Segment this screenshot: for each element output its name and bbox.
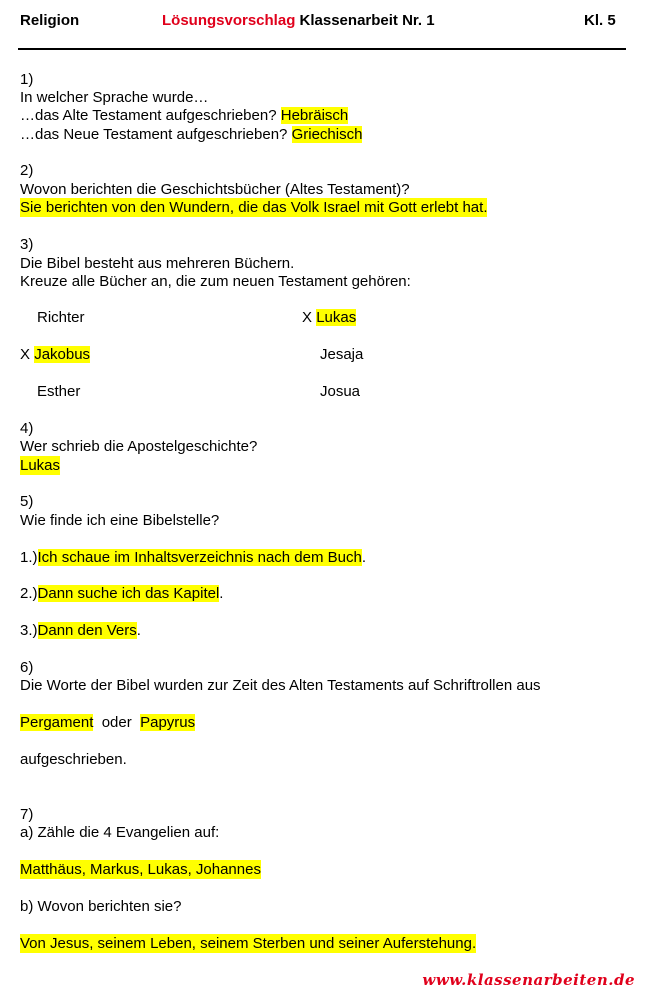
q6-end: aufgeschrieben. <box>20 751 127 768</box>
q2-question: Wovon berichten die Geschichtsbücher (Altes Testament)? <box>20 181 410 198</box>
q3-line2: Kreuze alle Bücher an, die zum neuen Testament gehören: <box>20 273 411 290</box>
book-lukas-checked <box>302 308 356 327</box>
q6-answer-line <box>20 713 195 732</box>
step-answer: Dann den Vers <box>37 622 137 639</box>
q6-oder: oder <box>101 714 132 731</box>
book-richter: Richter <box>37 309 85 326</box>
q5-number: 5) <box>20 493 34 510</box>
q3-number: 3) <box>20 236 34 253</box>
check-mark: X <box>302 309 313 326</box>
step-number: 2.) <box>20 585 38 602</box>
q1-line-new-testament <box>20 125 362 144</box>
footer-website: www.klassenarbeiten.de <box>422 971 635 989</box>
q1-line-old-testament <box>20 106 348 125</box>
q5-question: Wie finde ich eine Bibelstelle? <box>20 512 220 529</box>
q1-line2-text: …das Neue Testament aufgeschrieben? <box>20 126 288 143</box>
header-divider <box>18 48 626 50</box>
check-mark: X <box>20 346 31 363</box>
title-solution-label: Lösungsvorschlag <box>162 12 296 29</box>
q2-number: 2) <box>20 162 34 179</box>
book-jakobus: Jakobus <box>34 346 91 363</box>
q1-number: 1) <box>20 71 34 88</box>
q4-question: Wer schrieb die Apostelgeschichte? <box>20 438 258 455</box>
q6-answer-pergament: Pergament <box>20 714 94 731</box>
q6-answer-papyrus: Papyrus <box>140 714 196 731</box>
q3-line1: Die Bibel besteht aus mehreren Büchern. <box>20 255 295 272</box>
q7a-answer: Matthäus, Markus, Lukas, Johannes <box>20 861 261 878</box>
book-jakobus-checked <box>20 345 90 364</box>
q1-answer-old-testament: Hebräisch <box>280 107 349 124</box>
page-title <box>162 11 435 30</box>
q7b-question: b) Wovon berichten sie? <box>20 898 182 915</box>
q1-line1-text: …das Alte Testament aufgeschrieben? <box>20 107 277 124</box>
q4-answer: Lukas <box>20 457 61 474</box>
q5-step-1 <box>20 548 366 567</box>
step-number: 1.) <box>20 549 38 566</box>
grade-label: Kl. 5 <box>584 12 616 29</box>
q1-answer-new-testament: Griechisch <box>291 126 363 143</box>
q2-answer: Sie berichten von den Wundern, die das Volk Israel mit Gott erlebt hat. <box>20 199 488 216</box>
step-answer: Ich schaue im Inhaltsverzeichnis nach dem Buch <box>37 549 362 566</box>
q7a-question: a) Zähle die 4 Evangelien auf: <box>20 824 220 841</box>
q7-number: 7) <box>20 806 34 823</box>
step-answer: Dann suche ich das Kapitel <box>37 585 220 602</box>
subject-label: Religion <box>20 12 80 29</box>
q5-step-2 <box>20 584 223 603</box>
step-number: 3.) <box>20 622 38 639</box>
q7b-answer: Von Jesus, seinem Leben, seinem Sterben und seiner Auferstehung. <box>20 935 477 952</box>
book-josua: Josua <box>320 383 361 400</box>
step-end: . <box>136 622 141 639</box>
book-lukas: Lukas <box>316 309 357 326</box>
q5-step-3 <box>20 621 141 640</box>
q6-number: 6) <box>20 659 34 676</box>
book-esther: Esther <box>37 383 81 400</box>
q6-question: Die Worte der Bibel wurden zur Zeit des Alten Testaments auf Schriftrollen aus <box>20 677 541 694</box>
title-exam-label: Klassenarbeit Nr. 1 <box>299 12 435 29</box>
step-end: . <box>219 585 224 602</box>
q1-question: In welcher Sprache wurde… <box>20 89 209 106</box>
q4-number: 4) <box>20 420 34 437</box>
book-jesaja: Jesaja <box>320 346 364 363</box>
step-end: . <box>361 549 367 566</box>
